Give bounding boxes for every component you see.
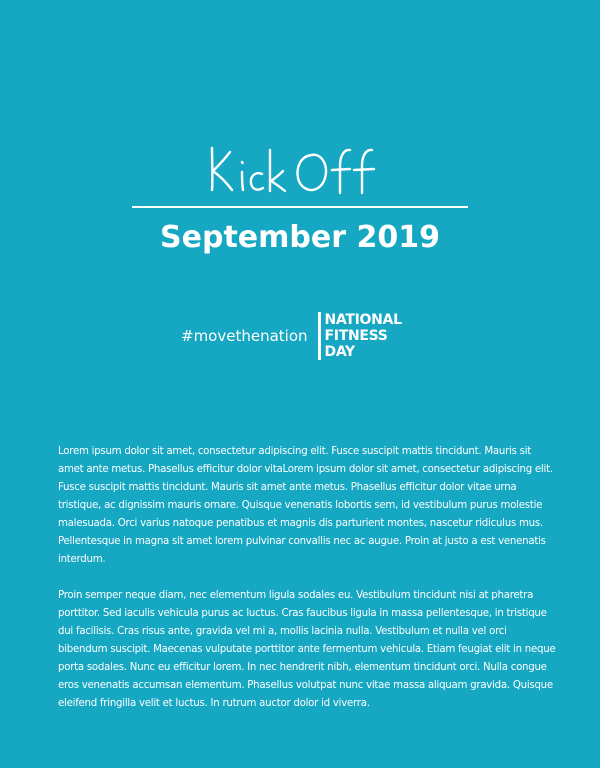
body-copy xyxy=(58,443,558,731)
national-fitness-day-logo xyxy=(318,312,402,360)
paragraph-1: Lorem ipsum dolor sit amet, consectetur adipiscing elit. Fusce suscipit mattis tincidunt. Mauris sit amet ante metus. Phasellus efficitur dolor vitaLorem ipsum dolor sit amet, consectetur adipiscing elit. Fusce suscipit mattis tincidunt. Mauris sit amet ante metus. Phasellus efficitur dolor vitae urna tristique, ac dignissim mauris ornare. Quisque venenatis lobortis sem, id vestibulum purus molestie malesuada. Orci varius natoque penatibus et magnis dis parturient montes, nascetur ridiculus mus. Pellentesque in magna sit amet lorem pulvinar convallis nec ac augue. Proin at justo a est venenatis interdum. xyxy=(58,446,553,565)
title-divider xyxy=(132,206,468,208)
kick-off-handwritten-title xyxy=(0,138,600,208)
logo-line-fitness: FITNESS xyxy=(324,328,388,344)
paragraph-2: Proin semper neque diam, nec elementum ligula sodales eu. Vestibulum tincidunt nisi at pharetra porttitor. Sed iaculis vehicula purus ac luctus. Cras faucibus ligula in massa pellentesque, in tristique dui facilisis. Cras risus ante, gravida vel mi a, mollis lacinia nulla. Vestibulum et nulla vel orci bibendum suscipit. Maecenas vulputate porttitor ante fermentum vehicula. Etiam feugiat elit in neque porta sodales. Nunc eu efficitur lorem. In nec hendrerit nibh, elementum tincidunt orci. Nulla congue eros venenatis accumsan elementum. Phasellus volutpat nunc vitae massa aliquam gravida. Quisque eleifend fringilla velit et luctus. In rutrum auctor dolor id viverra. xyxy=(58,590,556,709)
brand-lockup xyxy=(181,310,402,362)
logo-text xyxy=(325,312,402,360)
logo-line-national: NATIONAL xyxy=(324,312,402,328)
logo-bar xyxy=(318,312,321,360)
event-date: September 2019 xyxy=(160,220,440,255)
logo-line-day: DAY xyxy=(324,344,355,360)
kick-off-script-graphic xyxy=(200,138,400,208)
hashtag: #movethenation xyxy=(181,327,308,345)
